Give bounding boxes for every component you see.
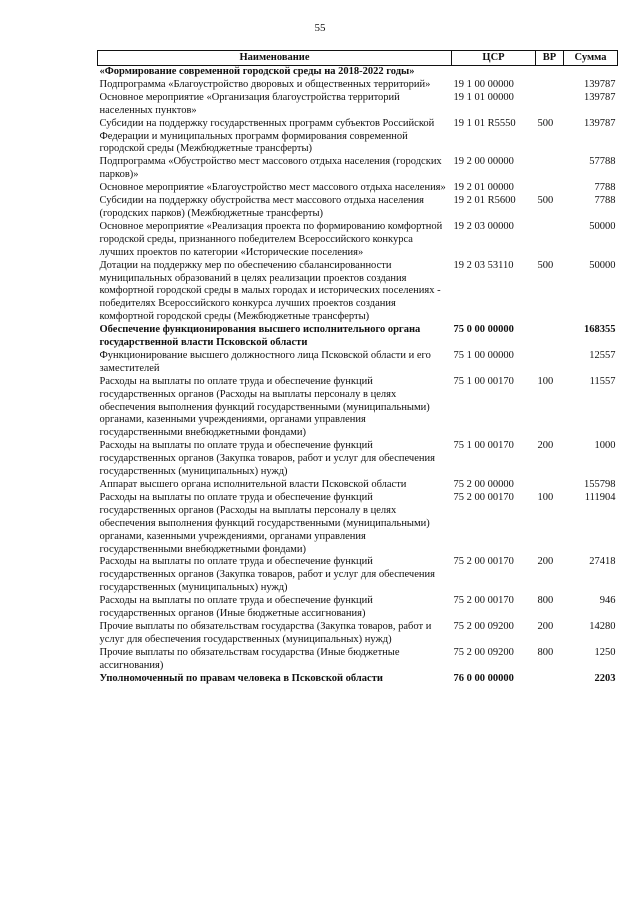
budget-table bbox=[97, 50, 618, 686]
cell-sum: 57788 bbox=[589, 156, 616, 168]
cell-vr bbox=[536, 673, 564, 686]
cell-sum: 139787 bbox=[584, 91, 616, 103]
cell-vr: 800 bbox=[537, 646, 554, 658]
cell-csr: 75 1 00 00000 bbox=[453, 349, 514, 361]
cell-csr: 75 1 00 00170 bbox=[453, 440, 514, 452]
table-row bbox=[98, 556, 618, 595]
cell-name: Уполномоченный по правам человека в Псковской области bbox=[99, 672, 383, 684]
cell-vr bbox=[536, 324, 564, 350]
cell-name: Основное мероприятие «Реализация проекта по формированию комфортной городской среды, признанного победителем Всероссийского конкурса лучших проектов по категории «Исторические поселения» bbox=[99, 220, 443, 258]
table-row bbox=[98, 492, 618, 557]
header-csr: ЦСР bbox=[452, 51, 536, 66]
cell-name: Основное мероприятие «Организация благоустройства территорий населенных пунктов» bbox=[99, 91, 400, 116]
cell-vr bbox=[536, 66, 564, 79]
cell-sum: 27418 bbox=[589, 556, 616, 568]
cell-vr bbox=[536, 221, 564, 260]
table-row bbox=[98, 182, 618, 195]
table-row bbox=[98, 440, 618, 479]
cell-vr: 200 bbox=[537, 620, 554, 632]
cell-csr: 76 0 00 00000 bbox=[453, 672, 514, 684]
cell-csr: 19 2 03 00000 bbox=[453, 220, 514, 232]
cell-csr: 19 2 01 00000 bbox=[453, 182, 514, 194]
cell-vr: 200 bbox=[537, 556, 554, 568]
table-row bbox=[98, 350, 618, 376]
cell-sum bbox=[564, 66, 618, 79]
cell-vr bbox=[536, 156, 564, 182]
cell-sum: 50000 bbox=[589, 220, 616, 232]
cell-sum: 11557 bbox=[589, 375, 616, 387]
cell-sum: 139787 bbox=[584, 117, 616, 129]
cell-csr: 75 2 00 09200 bbox=[453, 620, 514, 632]
cell-csr: 19 2 01 R5600 bbox=[453, 195, 516, 207]
table-row bbox=[98, 92, 618, 118]
header-sum: Сумма bbox=[564, 51, 618, 66]
cell-vr bbox=[536, 92, 564, 118]
cell-name: Субсидии на поддержку обустройства мест массового отдыха населения (городских парков) (Межбюджетные трансферты) bbox=[99, 195, 424, 219]
cell-sum: 1250 bbox=[594, 646, 616, 658]
table-header-row bbox=[98, 51, 618, 66]
table-row bbox=[98, 621, 618, 647]
header-name: Наименование bbox=[98, 51, 452, 66]
cell-vr bbox=[536, 350, 564, 376]
cell-name: Подпрограмма «Благоустройство дворовых и общественных территорий» bbox=[99, 78, 431, 90]
cell-sum: 7788 bbox=[594, 195, 616, 207]
cell-name: Обеспечение функционирования высшего исполнительного органа государственной власти Псковской области bbox=[99, 324, 421, 349]
cell-sum: 2203 bbox=[594, 672, 616, 684]
cell-name: Прочие выплаты по обязательствам государства (Иные бюджетные ассигнования) bbox=[99, 646, 400, 671]
table-row bbox=[98, 260, 618, 325]
table-row bbox=[98, 195, 618, 221]
table-row bbox=[98, 79, 618, 92]
cell-csr: 75 1 00 00170 bbox=[453, 375, 514, 387]
cell-sum: 139787 bbox=[584, 78, 616, 90]
cell-name: Прочие выплаты по обязательствам государства (Закупка товаров, работ и услуг для обеспечения государственных (муниципальных) нужд) bbox=[99, 620, 432, 645]
cell-vr: 500 bbox=[537, 259, 554, 271]
cell-sum: 12557 bbox=[589, 349, 616, 361]
cell-csr: 75 2 00 09200 bbox=[453, 646, 514, 658]
cell-csr: 19 1 00 00000 bbox=[453, 78, 514, 90]
cell-csr: 19 2 03 53110 bbox=[453, 259, 514, 271]
cell-name: Основное мероприятие «Благоустройство мест массового отдыха населения» bbox=[99, 182, 446, 194]
cell-csr: 75 2 00 00000 bbox=[453, 479, 514, 490]
header-vr: ВР bbox=[536, 51, 564, 66]
cell-vr: 100 bbox=[537, 491, 554, 503]
cell-csr: 75 2 00 00170 bbox=[453, 556, 514, 568]
cell-sum: 168355 bbox=[584, 324, 616, 336]
cell-name: Субсидии на поддержку государственных программ субъектов Российской Федерации и муниципальных программ формирования современной городской среды (Межбюджетные трансферты) bbox=[99, 117, 435, 155]
cell-name: Расходы на выплаты по оплате труда и обеспечение функций государственных органов (Расходы на выплаты персоналу в целях обеспечения выполнения функций государственными (муниципальными) органами, казенными учреждениями, органами управления государственными внебюджетными фондами) bbox=[99, 375, 430, 439]
table-row bbox=[98, 673, 618, 686]
page-number: 55 bbox=[314, 22, 326, 34]
cell-csr: 19 1 01 00000 bbox=[453, 91, 514, 103]
table-row bbox=[98, 324, 618, 350]
cell-sum: 50000 bbox=[589, 259, 616, 271]
cell-name: Расходы на выплаты по оплате труда и обеспечение функций государственных органов (Закупка товаров, работ и услуг для обеспечения государственных (муниципальных) нужд) bbox=[99, 556, 435, 594]
cell-vr: 500 bbox=[537, 117, 554, 129]
cell-csr: 19 1 01 R5550 bbox=[453, 117, 516, 129]
cell-vr: 100 bbox=[537, 375, 554, 387]
table-row bbox=[98, 156, 618, 182]
cell-sum: 14280 bbox=[589, 620, 616, 632]
cell-csr: 75 2 00 00170 bbox=[453, 595, 514, 607]
cell-name: Дотации на поддержку мер по обеспечению сбалансированности муниципальных образований в целях реализации проектов создания комфортной городской среды в малых городах и исторических поселениях - победителях Всероссийского конкурса лучших проектов создания комфортной городской среды (Межбюджетные трансферты) bbox=[99, 259, 441, 323]
cell-name: Функционирование высшего должностного лица Псковской области и его заместителей bbox=[99, 349, 431, 374]
cell-sum: 1000 bbox=[594, 440, 616, 452]
table-row bbox=[98, 376, 618, 441]
cell-vr bbox=[536, 182, 564, 195]
cell-name: Аппарат высшего органа исполнительной власти Псковской области bbox=[99, 479, 407, 490]
cell-vr bbox=[536, 79, 564, 92]
cell-name: Расходы на выплаты по оплате труда и обеспечение функций государственных органов (Иные бюджетные ассигнования) bbox=[99, 595, 373, 620]
cell-csr: 19 2 00 00000 bbox=[453, 156, 514, 168]
cell-sum: 155798 bbox=[584, 479, 616, 490]
cell-name: Расходы на выплаты по оплате труда и обеспечение функций государственных органов (Закупка товаров, работ и услуг для обеспечения государственных (муниципальных) нужд) bbox=[99, 440, 435, 478]
cell-name: «Формирование современной городской среды на 2018-2022 годы» bbox=[99, 66, 415, 77]
cell-csr: 75 2 00 00170 bbox=[453, 491, 514, 503]
cell-sum: 7788 bbox=[594, 182, 616, 194]
cell-csr: 75 0 00 00000 bbox=[453, 324, 514, 336]
cell-vr: 800 bbox=[537, 595, 554, 607]
table-row bbox=[98, 118, 618, 157]
table-row bbox=[98, 479, 618, 492]
cell-csr bbox=[452, 66, 536, 79]
table-row bbox=[98, 647, 618, 673]
cell-vr bbox=[536, 479, 564, 492]
cell-name: Расходы на выплаты по оплате труда и обеспечение функций государственных органов (Расходы на выплаты персоналу в целях обеспечения выполнения функций государственными (муниципальными) органами, казенными учреждениями, органами управления государственными внебюджетными фондами) bbox=[99, 491, 430, 555]
table-row bbox=[98, 221, 618, 260]
cell-sum: 946 bbox=[599, 595, 616, 607]
cell-sum: 111904 bbox=[584, 491, 616, 503]
cell-vr: 200 bbox=[537, 440, 554, 452]
table-row bbox=[98, 66, 618, 79]
table-row bbox=[98, 595, 618, 621]
cell-name: Подпрограмма «Обустройство мест массового отдыха населения (городских парков)» bbox=[99, 156, 442, 181]
cell-vr: 500 bbox=[537, 195, 554, 207]
